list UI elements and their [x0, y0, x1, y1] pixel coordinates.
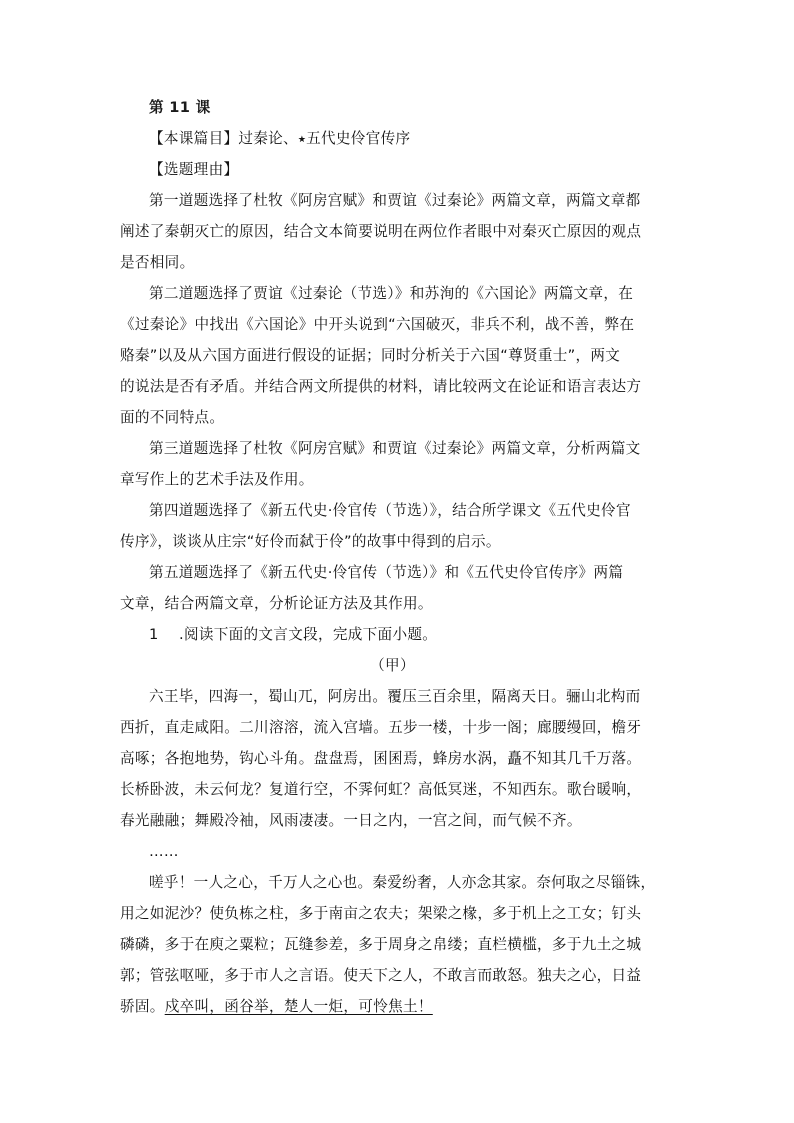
paragraph-line: 第二道题选择了贾谊《过秦论（节选）》和苏洵的《六国论》两篇文章，在 [149, 285, 634, 302]
passage-line: 长桥卧波，未云何龙？复道行空，不霁何虹？高低冥迷，不知西东。歌台暖响， [120, 781, 642, 798]
passage-line: 磷磷，多于在庾之粟粒；瓦缝参差，多于周身之帛缕；直栏横槛，多于九土之城 [120, 936, 642, 953]
topics-line: 【本课篇目】过秦论、⭑五代史伶官传序 [149, 130, 411, 147]
question-line [120, 619, 665, 650]
passage-line: 六王毕，四海一，蜀山兀，阿房出。覆压三百余里，隔离天日。骊山北构而 [149, 688, 641, 705]
passage-line: 嗟乎！一人之心，千万人之心也。秦爱纷奢，人亦念其家。奈何取之尽锱铢， [149, 874, 656, 891]
passage-paragraph-2 [120, 867, 665, 1022]
reason-paragraph-2 [120, 278, 665, 433]
passage-line [120, 991, 665, 1022]
reason-paragraph-4 [120, 495, 665, 557]
paragraph-line: 第一道题选择了杜牧《阿房宫赋》和贾谊《过秦论》两篇文章，两篇文章都 [149, 192, 641, 209]
underlined-passage-text: 戍卒叫，函谷举，楚人一炬，可怜焦土！ [164, 998, 433, 1015]
paragraph-line: 《过秦论》中找出《六国论》中开头说到“六国破灭，非兵不利，战不善，弊在 [120, 316, 635, 333]
paragraph-line: 赂秦”以及从六国方面进行假设的证据；同时分析关于六国“尊贤重士”，两文 [120, 347, 621, 364]
reason-paragraph-3 [120, 433, 665, 495]
paragraph-line: 面的不同特点。 [120, 409, 225, 426]
paragraph-line: 文章，结合两篇文章，分析论证方法及其作用。 [120, 595, 433, 612]
passage-paragraph-1 [120, 681, 665, 836]
paragraph-line: 第四道题选择了《新五代史·伶官传（节选）》，结合所学课文《五代史伶官 [149, 502, 631, 519]
question-number: 1 [149, 626, 159, 643]
paragraph-line: 阐述了秦朝灭亡的原因，结合文本简要说明在两位作者眼中对秦灭亡原因的观点 [120, 223, 642, 240]
passage-label: （甲） [370, 657, 415, 674]
paragraph-line: 是否相同。 [120, 254, 195, 271]
passage-text: 骄固。 [120, 998, 165, 1015]
paragraph-line: 章写作上的艺术手法及作用。 [120, 471, 314, 488]
passage-line: 郭；管弦呕哑，多于市人之言语。使天下之人，不敢言而敢怒。独夫之心，日益 [120, 967, 642, 984]
question-prompt: .阅读下面的文言文段，完成下面小题。 [179, 626, 438, 643]
lesson-heading: 第 11 课 [149, 99, 211, 116]
passage-line: 高啄；各抱地势，钩心斗角。盘盘焉，囷囷焉，蜂房水涡，矗不知其几千万落。 [120, 750, 642, 767]
document-body [120, 92, 665, 1022]
passage-ellipsis: …… [149, 843, 179, 860]
reason-paragraph-1 [120, 185, 665, 278]
reason-heading: 【选题理由】 [149, 161, 239, 178]
passage-line: 用之如泥沙？使负栋之柱，多于南亩之农夫；架梁之椽，多于机上之工女；钉头 [120, 905, 642, 922]
reason-paragraph-5 [120, 557, 665, 619]
paragraph-line: 第五道题选择了《新五代史·伶官传（节选）》和《五代史伶官传序》两篇 [149, 564, 624, 581]
passage-line: 春光融融；舞殿冷袖，风雨凄凄。一日之内，一宫之间，而气候不齐。 [120, 812, 582, 829]
paragraph-line: 传序》，谈谈从庄宗“好伶而弑于伶”的故事中得到的启示。 [120, 533, 501, 550]
paragraph-line: 第三道题选择了杜牧《阿房宫赋》和贾谊《过秦论》两篇文章，分析两篇文 [149, 440, 641, 457]
paragraph-line: 的说法是否有矛盾。并结合两文所提供的材料，请比较两文在论证和语言表达方 [120, 378, 642, 395]
passage-line: 西折，直走咸阳。二川溶溶，流入宫墙。五步一楼，十步一阁；廊腰缦回，檐牙 [120, 719, 642, 736]
